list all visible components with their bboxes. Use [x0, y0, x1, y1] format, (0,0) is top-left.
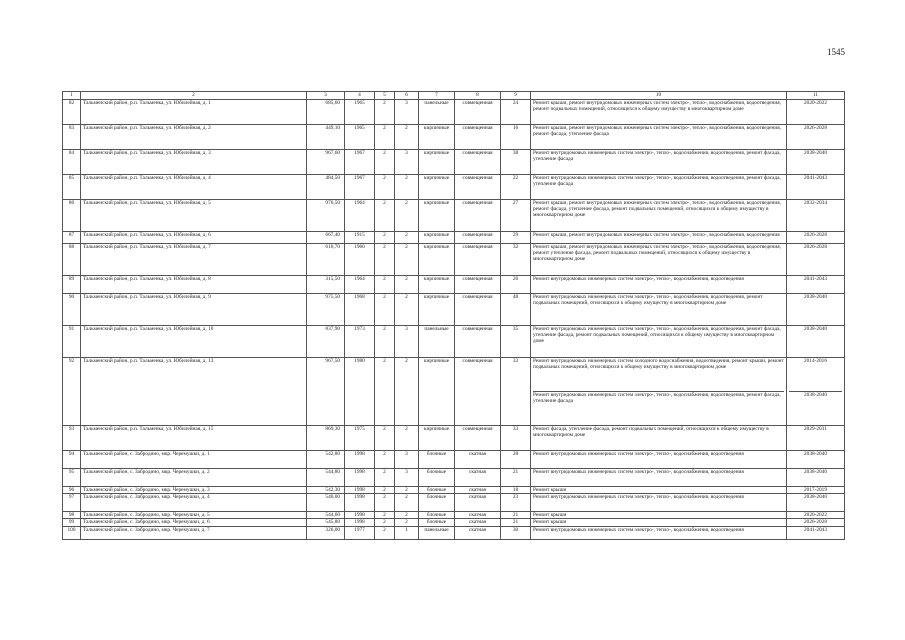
roof-type-cell: совмещенная	[455, 426, 501, 451]
row-number: 91	[63, 326, 81, 358]
floors-count-cell: 2	[395, 494, 419, 512]
work-description: Ремонт крыши	[533, 519, 567, 526]
apartments-cell: 21	[501, 512, 531, 519]
work-period: 2038-2040	[804, 494, 827, 501]
col5-cell: 2	[375, 125, 395, 150]
col5-cell: 2	[375, 150, 395, 175]
address-cell: Тальменский район, р.п. Тальменка, ул. Юбилейная, д. 6	[81, 232, 307, 244]
work-description: Ремонт внутридомовых инженерных систем электро-, тепло-, водоснабжения, водоотведения, ремонт фасада, утепление фасада	[533, 391, 784, 425]
works-cell	[531, 451, 787, 469]
column-header: 8	[455, 92, 501, 100]
column-header: 2	[81, 92, 307, 100]
works-cell	[531, 469, 787, 487]
table-row	[63, 232, 845, 244]
year-cell: 1998	[345, 451, 375, 469]
table-row	[63, 494, 845, 512]
column-header: 4	[345, 92, 375, 100]
table-row	[63, 200, 845, 232]
period-cell	[787, 512, 845, 519]
area-cell: 545,80	[307, 519, 345, 526]
period-cell	[787, 426, 845, 451]
floors-count-cell: 3	[395, 150, 419, 175]
roof-type-cell: совмещенная	[455, 100, 501, 125]
work-period: 2041-2043	[804, 276, 827, 282]
works-cell	[531, 200, 787, 232]
table-header-row	[63, 92, 845, 100]
year-cell: 1964	[345, 276, 375, 294]
col5-cell: 2	[375, 494, 395, 512]
column-header: 9	[501, 92, 531, 100]
row-number: 82	[63, 100, 81, 125]
floors-count-cell: 2	[395, 244, 419, 276]
apartments-cell: 33	[501, 358, 531, 426]
col5-cell: 2	[375, 451, 395, 469]
roof-type-cell: совмещенная	[455, 175, 501, 200]
work-period: 2026-2028	[804, 125, 827, 131]
roof-type-cell: скатная	[455, 519, 501, 526]
works-cell	[531, 526, 787, 539]
wall-material-cell: блочные	[419, 512, 455, 519]
roof-type-cell: совмещенная	[455, 232, 501, 244]
work-description: Ремонт внутридомовых инженерных систем электро-, тепло-, водоснабжения, водоотведения, ремонт фасада, утепление фасада	[533, 150, 781, 163]
roof-type-cell: совмещенная	[455, 326, 501, 358]
address-cell: Тальменский район, с. Забродино, мкр. Черемушки, д. 7	[81, 526, 307, 539]
period-cell	[787, 526, 845, 539]
apartments-cell: 22	[501, 175, 531, 200]
wall-material-cell: кирпичные	[419, 175, 455, 200]
page-number: 1545	[827, 47, 845, 57]
row-number: 98	[63, 512, 81, 519]
area-cell: 967,60	[307, 150, 345, 175]
apartments-cell: 32	[501, 244, 531, 276]
row-number: 93	[63, 426, 81, 451]
address-cell: Тальменский район, р.п. Тальменка, ул. Юбилейная, д. 13	[81, 358, 307, 426]
wall-material-cell: блочные	[419, 487, 455, 494]
table-row	[63, 358, 845, 426]
work-period: 2038-2040	[789, 391, 842, 425]
roof-type-cell: совмещенная	[455, 125, 501, 150]
column-header: 1	[63, 92, 81, 100]
col5-cell: 2	[375, 426, 395, 451]
year-cell: 1965	[345, 125, 375, 150]
period-cell	[787, 232, 845, 244]
apartments-cell: 48	[501, 294, 531, 326]
floors-count-cell: 3	[395, 469, 419, 487]
works-cell	[531, 294, 787, 326]
wall-material-cell: кирпичные	[419, 294, 455, 326]
works-cell	[531, 125, 787, 150]
row-number: 94	[63, 451, 81, 469]
work-period: 2017-2019	[804, 487, 827, 493]
works-cell	[531, 175, 787, 200]
work-period: 2038-2040	[804, 469, 827, 475]
roof-type-cell: скатная	[455, 494, 501, 512]
work-period: 2026-2028	[804, 232, 827, 238]
apartments-cell: 23	[501, 494, 531, 512]
period-cell	[787, 487, 845, 494]
area-cell: 544,80	[307, 469, 345, 487]
wall-material-cell: кирпичные	[419, 200, 455, 232]
work-period: 2041-2043	[804, 526, 827, 533]
year-cell: 1973	[345, 326, 375, 358]
year-cell: 1998	[345, 469, 375, 487]
apartments-cell: 30	[501, 526, 531, 539]
address-cell: Тальменский район, р.п. Тальменка, ул. Юбилейная, д. 5	[81, 200, 307, 232]
floors-count-cell: 2	[395, 294, 419, 326]
col5-cell: 2	[375, 519, 395, 526]
area-cell: 869,30	[307, 426, 345, 451]
work-description: Ремонт внутридомовых инженерных систем электро-, тепло-, водоснабжения, водоотведения	[533, 526, 744, 533]
works-cell	[531, 276, 787, 294]
floors-count-cell: 2	[395, 519, 419, 526]
floors-count-cell: 3	[395, 326, 419, 358]
work-period: 2038-2040	[804, 326, 827, 332]
floors-count-cell: 2	[395, 276, 419, 294]
works-cell	[531, 244, 787, 276]
row-number: 92	[63, 358, 81, 426]
period-cell	[787, 494, 845, 512]
year-cell: 1967	[345, 175, 375, 200]
column-header: 6	[395, 92, 419, 100]
area-cell: 542,30	[307, 487, 345, 494]
address-cell: Тальменский район, р.п. Тальменка, ул. Юбилейная, д. 2	[81, 125, 307, 150]
works-cell	[531, 100, 787, 125]
floors-count-cell: 2	[395, 358, 419, 426]
area-cell: 449,10	[307, 125, 345, 150]
area-cell: 326,00	[307, 526, 345, 539]
address-cell: Тальменский район, с. Забродино, мкр. Черемушки, д. 4	[81, 494, 307, 512]
row-number: 89	[63, 276, 81, 294]
table-row	[63, 276, 845, 294]
work-description: Ремонт внутридомовых инженерных систем холодного водоснабжения, водоотведения, ремонт крыши, ремонт подвальных помещений, относящихся к общему имуществу в многоквартирном доме	[533, 358, 784, 371]
floors-count-cell: 3	[395, 100, 419, 125]
column-header: 11	[787, 92, 845, 100]
apartments-cell: 24	[501, 100, 531, 125]
period-cell	[787, 358, 845, 426]
apartments-cell: 18	[501, 487, 531, 494]
work-period: 2038-2040	[804, 150, 827, 156]
address-cell: Тальменский район, с. Забродино, мкр. Черемушки, д. 6	[81, 519, 307, 526]
apartments-cell: 38	[501, 150, 531, 175]
col5-cell: 2	[375, 200, 395, 232]
address-cell: Тальменский район, р.п. Тальменка, ул. Юбилейная, д. 8	[81, 276, 307, 294]
apartments-cell: 33	[501, 426, 531, 451]
roof-type-cell: совмещенная	[455, 150, 501, 175]
period-cell	[787, 294, 845, 326]
work-description: Ремонт внутридомовых инженерных систем электро-, тепло-, водоснабжения, водоотведения	[533, 276, 744, 282]
period-cell	[787, 469, 845, 487]
work-description: Ремонт крыши	[533, 487, 567, 493]
table-row	[63, 294, 845, 326]
row-number: 90	[63, 294, 81, 326]
year-cell: 1968	[345, 294, 375, 326]
area-cell: 667,40	[307, 232, 345, 244]
work-description: Ремонт внутридомовых инженерных систем электро-, тепло-, водоснабжения, водоотведения	[533, 469, 744, 475]
period-cell	[787, 175, 845, 200]
table-row	[63, 125, 845, 150]
period-cell	[787, 519, 845, 526]
period-cell	[787, 200, 845, 232]
table-row	[63, 451, 845, 469]
table-row	[63, 512, 845, 519]
period-cell	[787, 125, 845, 150]
works-cell	[531, 426, 787, 451]
column-header: 3	[307, 92, 345, 100]
row-number: 99	[63, 519, 81, 526]
wall-material-cell: панельные	[419, 326, 455, 358]
apartments-cell: 21	[501, 519, 531, 526]
period-cell	[787, 326, 845, 358]
year-cell: 1975	[345, 426, 375, 451]
roof-type-cell: скатная	[455, 487, 501, 494]
area-cell: 967,50	[307, 358, 345, 426]
period-cell	[787, 244, 845, 276]
works-cell	[531, 232, 787, 244]
floors-count-cell: 2	[395, 175, 419, 200]
table-row	[63, 175, 845, 200]
row-number: 83	[63, 125, 81, 150]
column-header: 7	[419, 92, 455, 100]
table-row	[63, 326, 845, 358]
row-number: 100	[63, 526, 81, 539]
work-period: 2038-2040	[804, 451, 827, 457]
area-cell: 610,70	[307, 244, 345, 276]
apartments-cell: 28	[501, 451, 531, 469]
wall-material-cell: панельные	[419, 100, 455, 125]
floors-count-cell: 2	[395, 200, 419, 232]
work-period: 2020-2022	[804, 100, 827, 106]
work-period: 2020-2022	[804, 512, 827, 519]
address-cell: Тальменский район, р.п. Тальменка, ул. Юбилейная, д. 9	[81, 294, 307, 326]
col5-cell: 2	[375, 487, 395, 494]
col5-cell: 2	[375, 294, 395, 326]
col5-cell: 2	[375, 512, 395, 519]
table-row	[63, 426, 845, 451]
wall-material-cell: кирпичные	[419, 232, 455, 244]
period-cell	[787, 451, 845, 469]
wall-material-cell: кирпичные	[419, 244, 455, 276]
work-period: 2014-2016	[804, 358, 827, 364]
works-cell	[531, 494, 787, 512]
row-number: 84	[63, 150, 81, 175]
work-period: 2038-2040	[804, 294, 827, 300]
row-number: 95	[63, 469, 81, 487]
roof-type-cell: совмещенная	[455, 244, 501, 276]
work-description: Ремонт крыши, ремонт внутридомовых инженерных систем электро-, тепло-, водоснабжения, водоотведения, ремонт подвальных помещений, относящихся к общему имуществу в многоквартирном доме	[533, 100, 781, 113]
wall-material-cell: блочные	[419, 494, 455, 512]
area-cell: 484,50	[307, 175, 345, 200]
floors-count-cell: 2	[395, 232, 419, 244]
address-cell: Тальменский район, р.п. Тальменка, ул. Юбилейная, д. 10	[81, 326, 307, 358]
area-cell: 540,00	[307, 494, 345, 512]
work-period: 2029-2031	[804, 426, 827, 432]
works-cell	[531, 512, 787, 519]
table-row	[63, 487, 845, 494]
work-period: 2032-2034	[804, 200, 827, 206]
floors-count-cell: 2	[395, 125, 419, 150]
col5-cell: 2	[375, 358, 395, 426]
row-number: 96	[63, 487, 81, 494]
roof-type-cell: скатная	[455, 469, 501, 487]
roof-type-cell: совмещенная	[455, 358, 501, 426]
wall-material-cell: кирпичные	[419, 150, 455, 175]
work-description: Ремонт внутридомовых инженерных систем электро-, тепло-, водоснабжения, водоотведения, ремонт подвальных помещений, относящихся к общему имуществу в многоквартирном доме	[533, 294, 763, 307]
address-cell: Тальменский район, р.п. Тальменка, ул. Юбилейная, д. 7	[81, 244, 307, 276]
works-cell	[531, 358, 787, 426]
col5-cell: 2	[375, 100, 395, 125]
area-cell: 837,90	[307, 326, 345, 358]
floors-count-cell: 2	[395, 512, 419, 519]
address-cell: Тальменский район, р.п. Тальменка, ул. Юбилейная, д. 15	[81, 426, 307, 451]
row-number: 97	[63, 494, 81, 512]
wall-material-cell: блочные	[419, 451, 455, 469]
year-cell: 1998	[345, 487, 375, 494]
wall-material-cell: кирпичные	[419, 125, 455, 150]
floors-count-cell: 2	[395, 487, 419, 494]
wall-material-cell: кирпичные	[419, 426, 455, 451]
address-cell: Тальменский район, с. Забродино, мкр. Черемушки, д. 3	[81, 487, 307, 494]
row-number: 88	[63, 244, 81, 276]
period-cell	[787, 276, 845, 294]
roof-type-cell: совмещенная	[455, 200, 501, 232]
address-cell: Тальменский район, р.п. Тальменка, ул. Юбилейная, д. 3	[81, 150, 307, 175]
year-cell: 1998	[345, 519, 375, 526]
address-cell: Тальменский район, р.п. Тальменка, ул. Юбилейная, д. 1	[81, 100, 307, 125]
work-description: Ремонт крыши, ремонт внутридомовых инженерных систем электро-, тепло-, водоснабжения, водоотведения	[533, 232, 780, 238]
roof-type-cell: совмещенная	[455, 276, 501, 294]
work-period: 2041-2043	[804, 175, 827, 181]
work-description: Ремонт фасада, утепление фасада, ремонт подвальных помещений, относящихся к общему имуществу в многоквартирном доме	[533, 426, 769, 439]
wall-material-cell: блочные	[419, 469, 455, 487]
work-description: Ремонт внутридомовых инженерных систем электро-, тепло-, водоснабжения, водоотведения	[533, 494, 744, 501]
address-cell: Тальменский район, с. Забродино, мкр. Черемушки, д. 2	[81, 469, 307, 487]
row-number: 87	[63, 232, 81, 244]
year-cell: 1964	[345, 200, 375, 232]
work-description: Ремонт внутридомовых инженерных систем электро-, тепло-, водоснабжения, водоотведения	[533, 451, 744, 457]
column-header: 5	[375, 92, 395, 100]
wall-material-cell: блочные	[419, 519, 455, 526]
roof-type-cell: скатная	[455, 526, 501, 539]
year-cell: 1980	[345, 358, 375, 426]
housing-repair-table	[62, 91, 845, 540]
wall-material-cell: кирпичные	[419, 358, 455, 426]
roof-type-cell: скатная	[455, 512, 501, 519]
apartments-cell: 16	[501, 125, 531, 150]
col5-cell: 2	[375, 326, 395, 358]
col5-cell: 2	[375, 276, 395, 294]
address-cell: Тальменский район, с. Забродино, мкр. Черемушки, д. 5	[81, 512, 307, 519]
period-cell	[787, 100, 845, 125]
table-row	[63, 244, 845, 276]
roof-type-cell: совмещенная	[455, 294, 501, 326]
row-number: 86	[63, 200, 81, 232]
works-cell	[531, 326, 787, 358]
table-row	[63, 519, 845, 526]
works-cell	[531, 519, 787, 526]
address-cell: Тальменский район, с. Забродино, мкр. Черемушки, д. 1	[81, 451, 307, 469]
year-cell: 1998	[345, 512, 375, 519]
col5-cell: 2	[375, 244, 395, 276]
table-row	[63, 100, 845, 125]
area-cell: 542,80	[307, 451, 345, 469]
area-cell: 685,60	[307, 100, 345, 125]
apartments-cell: 26	[501, 276, 531, 294]
year-cell: 1960	[345, 244, 375, 276]
col5-cell: 2	[375, 526, 395, 539]
floors-count-cell: 2	[395, 426, 419, 451]
col5-cell: 2	[375, 469, 395, 487]
apartments-cell: 29	[501, 232, 531, 244]
apartments-cell: 21	[501, 469, 531, 487]
row-number: 85	[63, 175, 81, 200]
area-cell: 544,60	[307, 512, 345, 519]
apartments-cell: 35	[501, 326, 531, 358]
period-cell	[787, 150, 845, 175]
year-cell: 1967	[345, 150, 375, 175]
col5-cell: 2	[375, 175, 395, 200]
year-cell: 1965	[345, 100, 375, 125]
year-cell: 1915	[345, 232, 375, 244]
roof-type-cell: скатная	[455, 451, 501, 469]
wall-material-cell: кирпичные	[419, 276, 455, 294]
floors-count-cell: 1	[395, 526, 419, 539]
work-description: Ремонт крыши, ремонт внутридомовых инженерных систем электро-, тепло-, водоснабжения, водоотведения, ремонт утепление фасада, ремонт подвальных помещений, относящихся к общему имуществу в многоквартирном доме	[533, 244, 781, 263]
area-cell: 975,50	[307, 294, 345, 326]
work-period: 2026-2028	[804, 244, 827, 250]
area-cell: 976,50	[307, 200, 345, 232]
apartments-cell: 27	[501, 200, 531, 232]
wall-material-cell: панельные	[419, 526, 455, 539]
work-description: Ремонт крыши	[533, 512, 567, 519]
col5-cell: 2	[375, 232, 395, 244]
works-cell	[531, 150, 787, 175]
table-row	[63, 526, 845, 539]
work-description: Ремонт внутридомовых инженерных систем электро-, тепло-, водоснабжения, водоотведения, ремонт фасада, утепление фасада	[533, 175, 781, 188]
table-row	[63, 469, 845, 487]
area-cell: 315,50	[307, 276, 345, 294]
table-row	[63, 150, 845, 175]
work-description: Ремонт крыши, ремонт внутридомовых инженерных систем электро-, тепло-, водоснабжения, водоотведения, ремонт фасада, утепление фасада, ремонт подвальных помещений, относящихся к общему имуществу в многоквартирном доме	[533, 200, 781, 219]
floors-count-cell: 3	[395, 451, 419, 469]
column-header: 10	[531, 92, 787, 100]
works-cell	[531, 487, 787, 494]
year-cell: 1977	[345, 526, 375, 539]
work-description: Ремонт крыши, ремонт внутридомовых инженерных систем электро-, тепло-, водоснабжения, водоотведения, ремонт фасада, утепление фасада	[533, 125, 781, 138]
work-description: Ремонт внутридомовых инженерных систем электро-, тепло-, водоснабжения, водоотведения, ремонт фасада, утепление фасада, ремонт подвальных помещений, относящихся к общему имуществу в многоквартирном доме	[533, 326, 781, 345]
address-cell: Тальменский район, р.п. Тальменка, ул. Юбилейная, д. 4	[81, 175, 307, 200]
year-cell: 1998	[345, 494, 375, 512]
work-period: 2026-2028	[804, 519, 827, 526]
